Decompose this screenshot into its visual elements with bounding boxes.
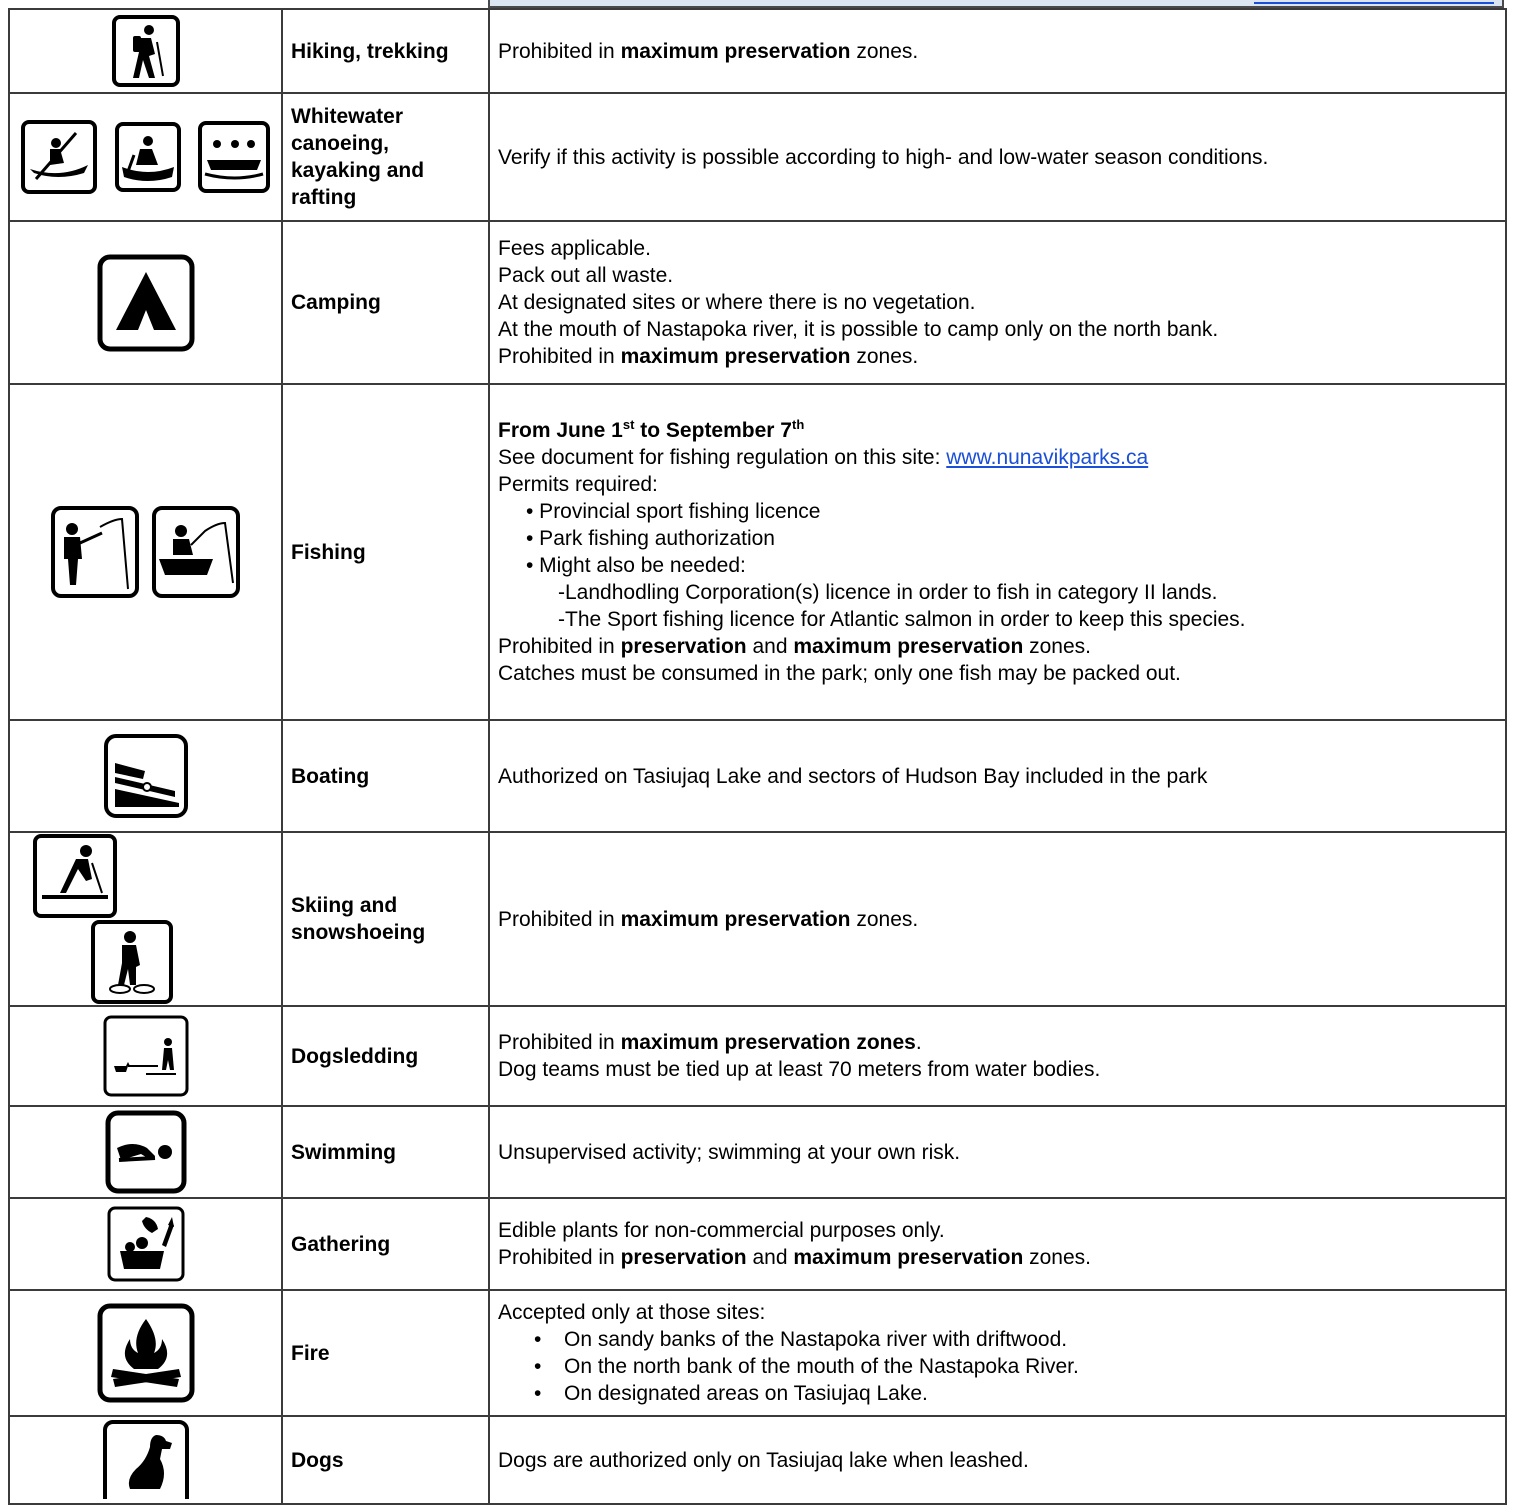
table-row	[9, 93, 1506, 221]
table-row	[9, 1290, 1506, 1416]
activities-table	[8, 8, 1507, 1505]
shore-fishing-icon	[50, 505, 140, 599]
activity-name: Dogsledding	[282, 1006, 489, 1106]
activity-rule: Prohibited in maximum preservation zones.	[489, 832, 1506, 1006]
activity-rule: Authorized on Tasiujaq Lake and sectors of Hudson Bay included in the park	[489, 720, 1506, 832]
snowshoe-icon	[90, 919, 174, 1005]
table-row	[9, 1006, 1506, 1106]
table-row	[9, 384, 1506, 720]
icon-cell	[9, 221, 282, 384]
activity-rule: Dogs are authorized only on Tasiujaq lake when leashed.	[489, 1416, 1506, 1504]
kayak-icon	[20, 119, 98, 195]
gathering-icon	[106, 1205, 186, 1283]
activity-name: Dogs	[282, 1416, 489, 1504]
campfire-icon	[97, 1303, 195, 1403]
boat-launch-icon	[103, 733, 189, 819]
activity-name: Fire	[282, 1290, 489, 1416]
table-row	[9, 9, 1506, 93]
activity-name: Whitewater canoeing, kayaking and rafting	[282, 93, 489, 221]
icon-cell	[9, 1416, 282, 1504]
table-row	[9, 1416, 1506, 1504]
canoe-icon	[114, 121, 182, 193]
icon-cell	[9, 384, 282, 720]
table-row	[9, 1106, 1506, 1198]
nunavikparks-link[interactable]: www.nunavikparks.ca	[946, 446, 1149, 469]
icon-cell	[9, 1290, 282, 1416]
activity-rule: Unsupervised activity; swimming at your own risk.	[489, 1106, 1506, 1198]
activity-name: Boating	[282, 720, 489, 832]
activity-name: Hiking, trekking	[282, 9, 489, 93]
icon-cell	[9, 9, 282, 93]
activity-rule: Fees applicable. Pack out all waste. At designated sites or where there is no vegetation. At the mouth of Nastapoka river, it is possible to camp only on the north bank. Prohibited in maximum preservation zones.	[489, 221, 1506, 384]
activity-name: Gathering	[282, 1198, 489, 1290]
icon-cell	[9, 1106, 282, 1198]
activity-rule: From June 1st to September 7th See document for fishing regulation on this site: www.nunavikparks.ca Permits required: • Provincial sport fishing licence • Park fishing authorization • Might also be needed: -Landhodling Corporation(s) licence in order to fish in category II lands. -The Sport fishing licence for Atlantic salmon in order to keep this species. Prohibited in preservation and maximum preservation zones. Catches must be consumed in the park; only one fish may be packed out.	[489, 384, 1506, 720]
icon-cell	[9, 93, 282, 221]
icon-cell	[9, 720, 282, 832]
activity-rule: Prohibited in maximum preservation zones.	[489, 9, 1506, 93]
activity-name: Camping	[282, 221, 489, 384]
icon-cell	[9, 832, 282, 1006]
activity-rule: Edible plants for non-commercial purposes only. Prohibited in preservation and maximum preservation zones.	[489, 1198, 1506, 1290]
table-row	[9, 1198, 1506, 1290]
activity-rule: Prohibited in maximum preservation zones. Dog teams must be tied up at least 70 meters from water bodies.	[489, 1006, 1506, 1106]
activity-name: Swimming	[282, 1106, 489, 1198]
previous-table-header-strip	[488, 0, 1504, 8]
rafting-icon	[197, 120, 271, 194]
icon-cell	[9, 1198, 282, 1290]
activity-rule: Verify if this activity is possible according to high- and low-water season conditions.	[489, 93, 1506, 221]
hiker-icon	[111, 14, 181, 88]
icon-cell	[9, 1006, 282, 1106]
boat-fishing-icon	[151, 505, 241, 599]
activity-rule: Accepted only at those sites: • On sandy banks of the Nastapoka river with driftwood. • On the north bank of the mouth of the Nastapoka River. • On designated areas on Tasiujaq Lake.	[489, 1290, 1506, 1416]
swimmer-icon	[105, 1110, 187, 1194]
dog-icon	[102, 1419, 190, 1499]
cut-off-link	[1254, 2, 1494, 4]
table-row	[9, 720, 1506, 832]
activity-name: Fishing	[282, 384, 489, 720]
dogsled-icon	[102, 1014, 190, 1098]
table-row	[9, 221, 1506, 384]
table-row	[9, 832, 1506, 1006]
cross-country-ski-icon	[32, 833, 118, 919]
tent-icon	[97, 254, 195, 352]
activity-name: Skiing and snowshoeing	[282, 832, 489, 1006]
